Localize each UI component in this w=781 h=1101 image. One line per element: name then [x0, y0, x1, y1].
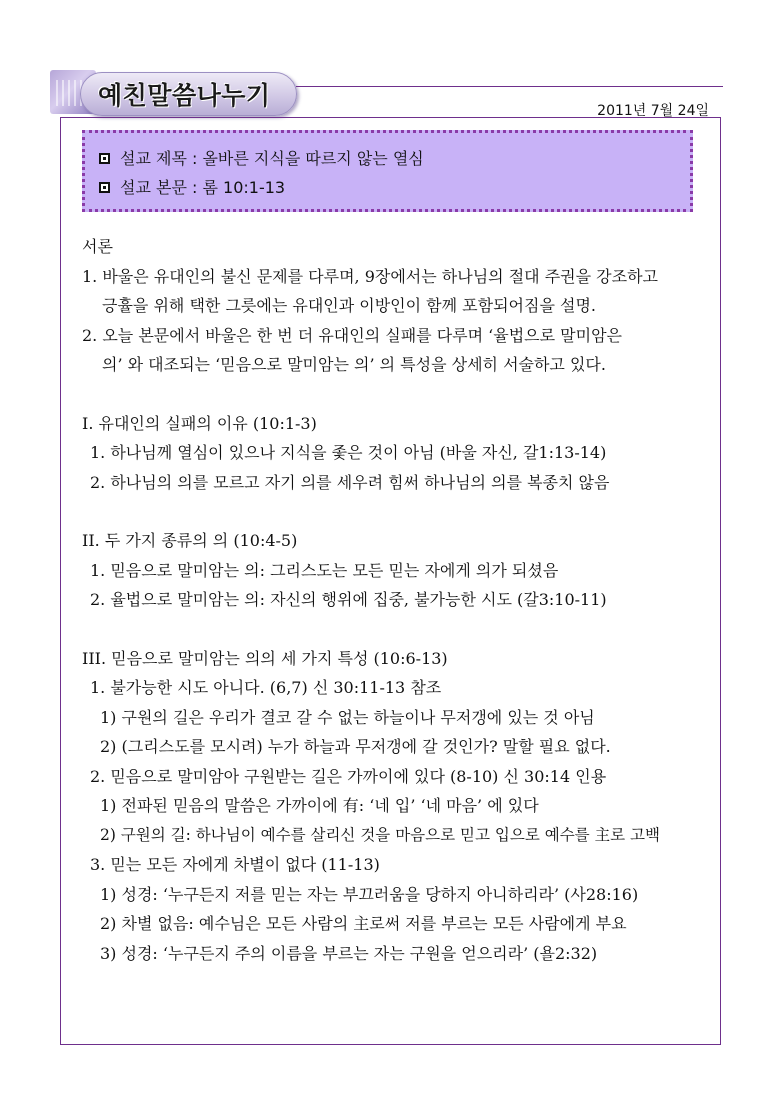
- sermon-text-line: [99, 173, 690, 202]
- sermon-title-line: [99, 144, 690, 173]
- sermon-text: 설교 본문 : 롬 10:1-13: [120, 178, 286, 197]
- intro-heading: 서론: [82, 237, 113, 256]
- section-1-item: 1. 하나님께 열심이 있으나 지식을 좇은 것이 아님 (바울 자신, 갈1:13-14): [90, 443, 607, 462]
- section-3-point-1: 1. 불가능한 시도 아니다. (6,7) 신 30:11-13 참조: [90, 678, 442, 697]
- section-3-heading: III. 믿음으로 말미암는 의의 세 가지 특성 (10:6-13): [82, 648, 448, 668]
- section-3-subpoint: 3) 성경: ‘누구든지 주의 이름을 부르는 자는 구원을 얻으리라’ (욜2:32): [100, 943, 598, 963]
- bullet-square-icon: [99, 182, 110, 193]
- section-3-subpoint: 2) (그리스도를 모시려) 누가 하늘과 무저갱에 갈 것인가? 말할 필요 없다.: [100, 737, 611, 756]
- intro-point-1: 1. 바울은 유대인의 불신 문제를 다루며, 9장에서는 하나님의 절대 주권을 강조하고: [82, 266, 658, 286]
- sermon-title: 설교 제목 : 올바른 지식을 따르지 않는 열심: [120, 149, 424, 168]
- section-2-heading: II. 두 가지 종류의 의 (10:4-5): [82, 531, 298, 550]
- section-2-item: 2. 율법으로 말미암는 의: 자신의 행위에 집중, 불가능한 시도 (갈3:10-11): [90, 590, 607, 609]
- section-2-item: 1. 믿음으로 말미암는 의: 그리스도는 모든 믿는 자에게 의가 되셨음: [90, 560, 559, 580]
- section-3-subpoint: 1) 구원의 길은 우리가 결코 갈 수 없는 하늘이나 무저갱에 있는 것 아님: [100, 707, 595, 727]
- sermon-info-box: [82, 130, 693, 212]
- date: 2011년 7월 24일: [597, 103, 709, 119]
- section-3-point-3: 3. 믿는 모든 자에게 차별이 없다 (11-13): [90, 855, 380, 874]
- intro-point-2: 2. 오늘 본문에서 바울은 한 번 더 유대인의 실패를 다루며 ‘율법으로 말미암은: [82, 325, 622, 345]
- intro-point-2-cont: 의’ 와 대조되는 ‘믿음으로 말미암는 의’ 의 특성을 상세히 서술하고 있다.: [102, 355, 606, 374]
- section-3-point-2: 2. 믿음으로 말미암아 구원받는 길은 가까이에 있다 (8-10) 신 30:14 인용: [90, 766, 607, 786]
- section-3-subpoint: 2) 구원의 길: 하나님이 예수를 살리신 것을 마음으로 믿고 입으로 예수를 主로 고백: [100, 825, 660, 844]
- section-1-item: 2. 하나님의 의를 모르고 자기 의를 세우려 힘써 하나님의 의를 복종치 않음: [90, 472, 610, 492]
- header-rule: [296, 86, 723, 87]
- header-banner: [50, 64, 300, 122]
- intro-point-1-cont: 긍휼을 위해 택한 그릇에는 유대인과 이방인이 함께 포함되어짐을 설명.: [102, 296, 596, 315]
- page-title: 예친말씀나누기: [98, 81, 271, 110]
- section-1-heading: I. 유대인의 실패의 이유 (10:1-3): [82, 413, 317, 433]
- section-3-subpoint: 1) 전파된 믿음의 말씀은 가까이에 有: ‘네 입’ ‘네 마음’ 에 있다: [100, 796, 539, 815]
- section-3-subpoint: 2) 차별 없음: 예수님은 모든 사람의 主로써 저를 부르는 모든 사람에게 부요: [100, 914, 627, 933]
- sermon-outline: [82, 232, 712, 968]
- section-3-subpoint: 1) 성경: ‘누구든지 저를 믿는 자는 부끄러움을 당하지 아니하리라’ (사28:16): [100, 884, 639, 904]
- bullet-square-icon: [99, 153, 110, 164]
